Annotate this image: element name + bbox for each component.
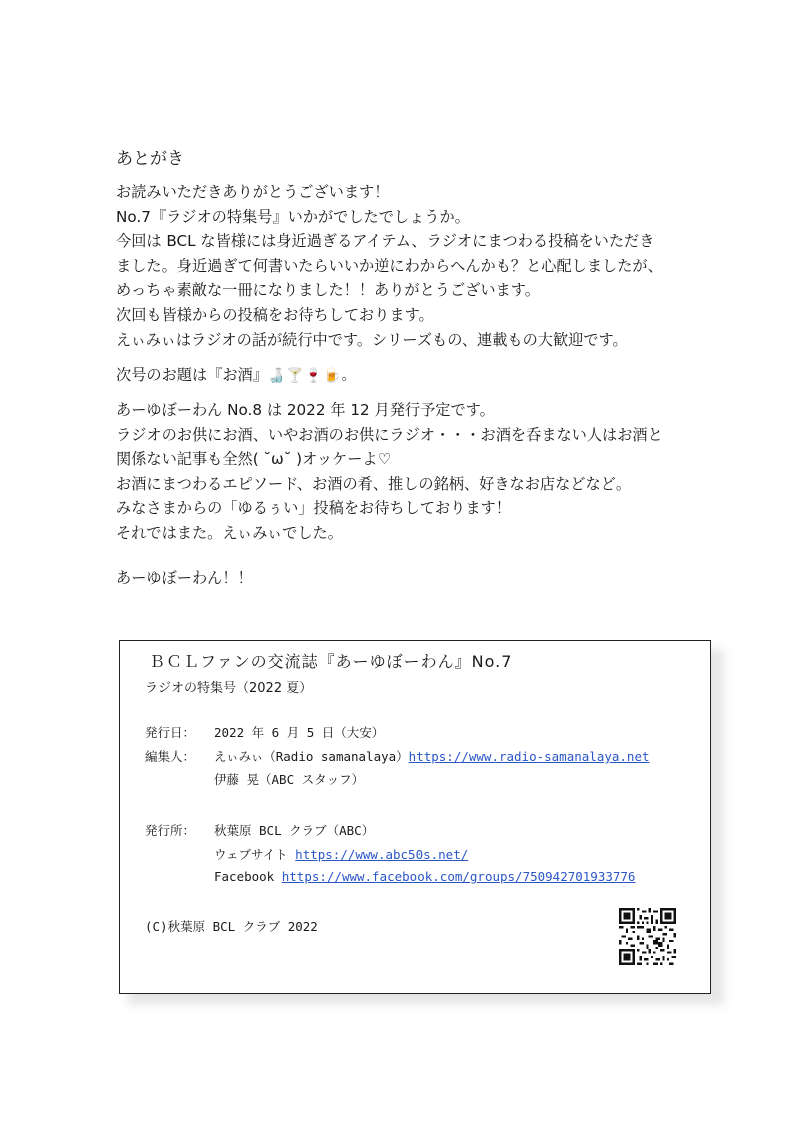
text-line: ました。身近過ぎて何書いたらいいか逆にわからへんかも？と心配しましたが、 [116,256,663,275]
text-line: めっちゃ素敵な一冊になりました！！ありがとうございます。 [116,281,540,300]
issue-date-value: 2022 年 6 月 5 日（大安） [214,725,385,740]
afterword-paragraph-1 [116,180,663,352]
facebook-label: Facebook [214,869,275,884]
afterword-heading: あとがき [116,149,184,169]
facebook-link[interactable]: https://www.facebook.com/groups/750942701933776 [281,869,636,884]
text-line: 今回は BCL な皆様には身近過ぎるアイテム、ラジオにまつわる投稿をいただき [116,232,655,251]
qr-code-icon [619,908,676,965]
text-line: No.7『ラジオの特集号』いかがでしたでしょうか。 [116,207,470,226]
issue-date-label: 発行日： [145,725,196,740]
drink-icons: 🍶🍸🍷🍺。 [267,368,357,384]
website-label: ウェブサイト [214,847,288,862]
text-line: ラジオのお供にお酒、いやお酒のお供にラジオ・・・お酒を呑まない人はお酒と [116,425,663,444]
editor-1-name: えぃみぃ（Radio samanalaya） [214,749,409,764]
text-line [116,363,357,389]
text-line: お酒にまつわるエピソード、お酒の肴、推しの銘柄、好きなお店などなど。 [116,474,632,493]
text-line: それではまた。えぃみぃでした。 [116,523,343,542]
editor-1 [214,747,650,765]
website-link[interactable]: https://www.abc50s.net/ [295,847,469,862]
publisher-label: 発行所： [145,823,196,838]
afterword-paragraph-3 [116,398,663,546]
next-theme-text: 次号のお題は『お酒』 [116,366,268,384]
facebook-line [214,869,635,884]
publisher-name: 秋葉原 BCL クラブ（ABC） [214,823,375,838]
editor-label: 編集人： [145,749,196,764]
next-theme-line [116,363,357,389]
editor-1-link[interactable]: https://www.radio-samanalaya.net [408,749,650,764]
colophon-box [119,640,711,994]
text-line: お読みいただきありがとうございます！ [116,183,390,201]
editor-2: 伊藤 晃（ABC スタッフ） [214,772,365,787]
text-line: みなさまからの「ゆるぅい」投稿をお待ちしております！ [116,499,511,518]
colophon-title: ＢＣＬファンの交流誌『あーゆぼーわん』No.7 [149,652,513,671]
text-line: 関係ない記事も全然( ˘ω˘ )オッケーよ♡ [116,450,392,469]
copyright: (C)秋葉原 BCL クラブ 2022 [145,919,318,934]
colophon-subtitle: ラジオの特集号（2022 夏） [145,681,313,696]
text-line: あーゆぼーわん No.8 は 2022 年 12 月発行予定です。 [116,401,495,419]
text-line: 次回も皆様からの投稿をお待ちしております。 [116,305,434,324]
text-line: えぃみぃはラジオの話が続行中です。シリーズもの、連載もの大歓迎です。 [116,330,628,349]
text-line: あーゆぼーわん！！ [116,569,253,587]
website-line [214,845,468,863]
closing-line [116,566,253,591]
